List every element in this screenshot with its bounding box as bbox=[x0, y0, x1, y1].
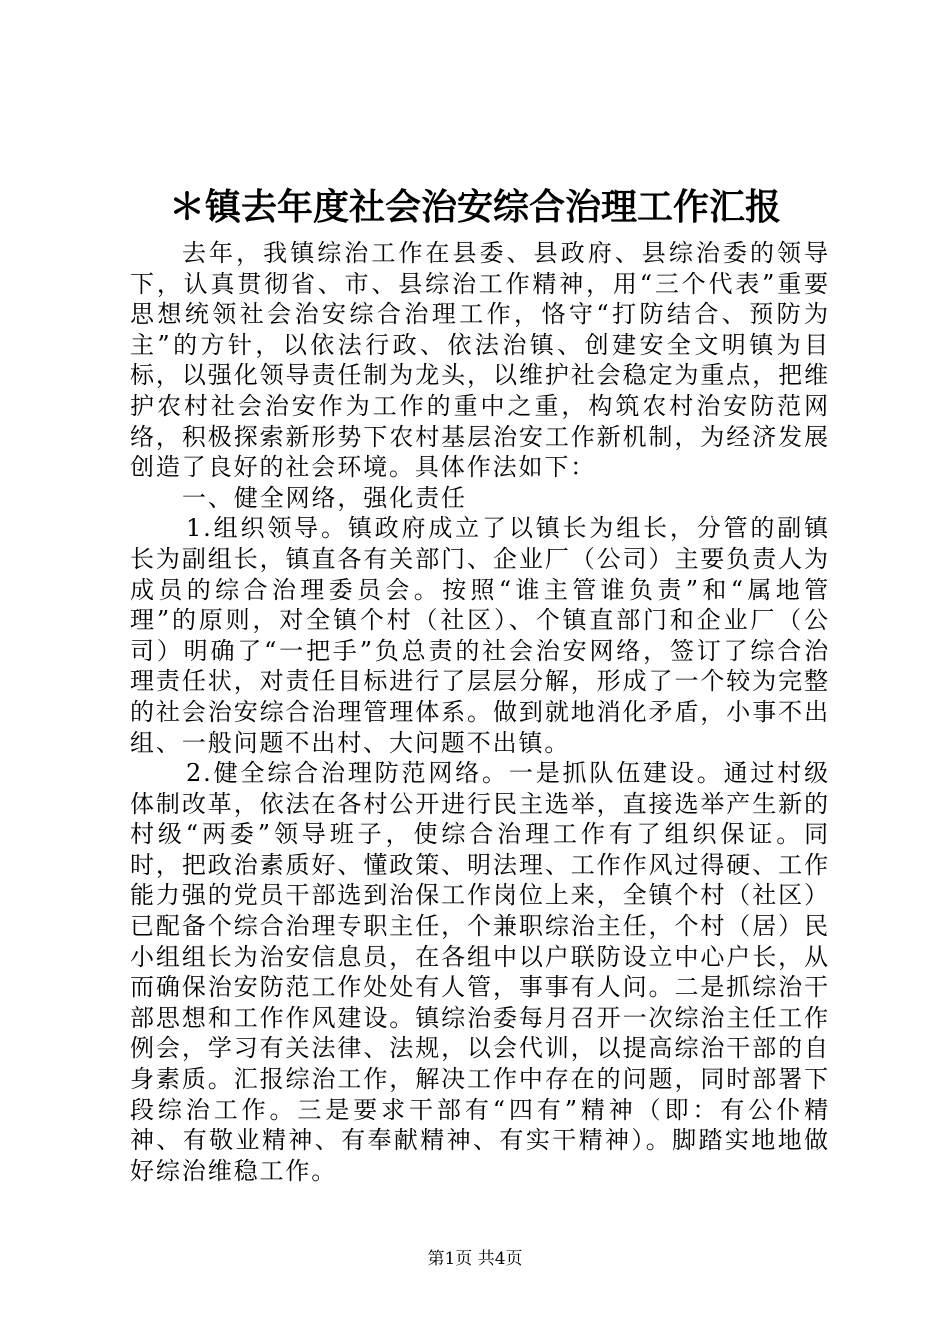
section-heading: 一、健全网络，强化责任 bbox=[182, 483, 467, 512]
item-paragraph-1: 1.组织领导。镇政府成立了以镇长为组长，分管的副镇长为副组长，镇直各有关部门、企业厂（公司）主要负责人为成员的综合治理委员会。按照“谁主管谁负责”和“属地管理”的原则，对全镇个村（社区）、个镇直部门和企业厂（公司）明确了“一把手”负总责的社会治安网络，签订了综合治理责任状，对责任目标进行了层层分解，形成了一个较为完整的社会治安综合治理管理体系。做到就地消化矛盾，小事不出组、一般问题不出村、大问题不出镇。 bbox=[130, 514, 830, 757]
item-paragraph-2: 2.健全综合治理防范网络。一是抓队伍建设。通过村级体制改革，依法在各村公开进行民主选举，直接选举产生新的村级“两委”领导班子，使综合治理工作有了组织保证。同时，把政治素质好、懂政策、明法理、工作作风过得硬、工作能力强的党员干部选到治保工作岗位上来，全镇个村（社区）已配备个综合治理专职主任，个兼职综治主任，个村（居）民小组组长为治安信息员，在各组中以户联防设立中心户长，从而确保治安防范工作处处有人管，事事有人问。二是抓综治干部思想和工作作风建设。镇综治委每月召开一次综治主任工作例会，学习有关法律、法规，以会代训，以提高综治干部的自身素质。汇报综治工作，解决工作中存在的问题，同时部署下段综治工作。三是要求干部有“四有”精神（即：有公仆精神、有敬业精神、有奉献精神、有实干精神）。脚踏实地地做好综治维稳工作。 bbox=[130, 759, 830, 1185]
intro-paragraph: 去年，我镇综治工作在县委、县政府、县综治委的领导下，认真贯彻省、市、县综治工作精神，用“三个代表”重要思想统领社会治安综合治理工作，恪守“打防结合、预防为主”的方针，以依法行政、依法治镇、创建安全文明镇为目标，以强化领导责任制为龙头，以维护社会稳定为重点，把维护农村社会治安作为工作的重中之重，构筑农村治安防范网络，积极探索新形势下农村基层治安工作新机制，为经济发展创造了良好的社会环境。具体作法如下： bbox=[130, 239, 830, 482]
document-title: ＊镇去年度社会治安综合治理工作汇报 bbox=[168, 186, 781, 228]
page-footer: 第1页 共4页 bbox=[427, 1249, 523, 1269]
document-body bbox=[130, 238, 830, 1186]
